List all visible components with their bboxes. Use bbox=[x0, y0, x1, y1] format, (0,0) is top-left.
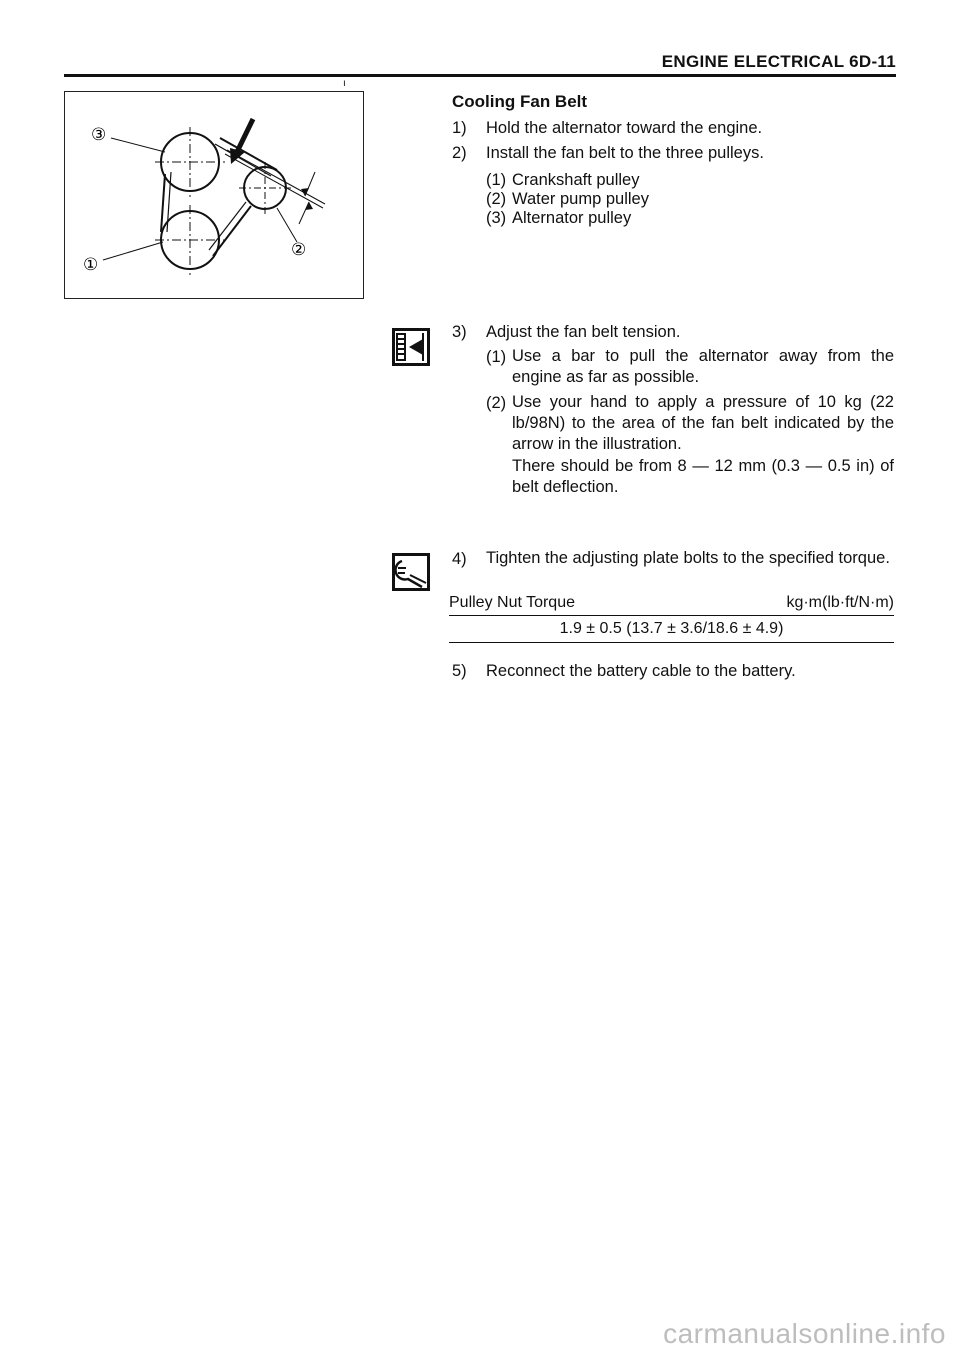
step-2-text: Install the fan belt to the three pulleys. bbox=[486, 144, 764, 162]
press-arrow-shaft bbox=[236, 119, 253, 154]
callout-2: ② bbox=[291, 240, 307, 260]
step-3-sub-1-num: (1) bbox=[486, 348, 507, 366]
pulley-item-1 bbox=[486, 170, 639, 190]
section-title: Cooling Fan Belt bbox=[452, 92, 588, 111]
leader-3 bbox=[111, 138, 165, 152]
deflection-reference-line bbox=[225, 154, 323, 208]
watermark: carmanualsonline.info bbox=[663, 1318, 946, 1349]
spec-rule-top bbox=[449, 615, 894, 616]
adjust-tension-icon bbox=[392, 328, 430, 366]
deflection-reference-line-2 bbox=[227, 150, 325, 204]
spec-value: 1.9 ± 0.5 (13.7 ± 3.6/18.6 ± 4.9) bbox=[559, 620, 784, 637]
step-3-note: There should be from 8 — 12 mm (0.3 — 0.5 in) of belt deflection. bbox=[512, 457, 894, 496]
torque-wrench-icon bbox=[392, 553, 430, 591]
spec-label: Pulley Nut Torque bbox=[449, 594, 575, 611]
header-rule bbox=[64, 74, 896, 77]
belt-top-inner bbox=[215, 144, 271, 176]
step-4-text: Tighten the adjusting plate bolts to the specified torque. bbox=[486, 549, 890, 567]
callout-1: ① bbox=[83, 255, 99, 275]
belt-right-outer bbox=[213, 206, 251, 256]
step-3-num: 3) bbox=[452, 323, 467, 341]
step-1 bbox=[452, 118, 762, 138]
step-1-num: 1) bbox=[452, 119, 467, 137]
step-2-num: 2) bbox=[452, 144, 467, 162]
step-5 bbox=[452, 661, 796, 681]
belt-left-outer bbox=[161, 174, 165, 232]
callout-3: ③ bbox=[91, 125, 107, 145]
deflection-arrowhead-bottom bbox=[305, 202, 313, 210]
fan-belt-diagram bbox=[64, 91, 364, 299]
leader-1 bbox=[103, 242, 163, 260]
step-3-text: Adjust the fan belt tension. bbox=[486, 323, 681, 341]
pulley-item-2-num: (2) bbox=[486, 190, 507, 208]
belt-top-outer bbox=[220, 138, 277, 170]
pulley-item-3-text: Alternator pulley bbox=[512, 209, 632, 227]
pulley-item-1-num: (1) bbox=[486, 171, 507, 189]
pulley-item-2-text: Water pump pulley bbox=[512, 190, 649, 208]
step-5-num: 5) bbox=[452, 662, 467, 680]
step-5-text: Reconnect the battery cable to the battery. bbox=[486, 662, 796, 680]
page-header-title: ENGINE ELECTRICAL 6D-11 bbox=[661, 52, 896, 71]
pulley-item-3 bbox=[486, 208, 631, 228]
pulley-item-2 bbox=[486, 189, 649, 209]
pulley-item-3-num: (3) bbox=[486, 209, 507, 227]
step-3-sub-1-text: Use a bar to pull the alternator away from the engine as far as possible. bbox=[512, 347, 894, 386]
leader-2 bbox=[277, 208, 297, 242]
page-mark: ı bbox=[343, 78, 346, 89]
step-4-num-label: 4) bbox=[452, 550, 467, 568]
pulley-diagram-svg bbox=[65, 92, 365, 300]
step-3-sub-2-text: Use your hand to apply a pressure of 10 kg (22 lb/98N) to the area of the fan belt indicated by the arrow in the illustration. bbox=[512, 393, 894, 453]
step-4-num bbox=[452, 549, 486, 569]
spec-unit: kg·m(lb·ft/N·m) bbox=[786, 594, 894, 611]
step-2 bbox=[452, 143, 764, 163]
step-1-text: Hold the alternator toward the engine. bbox=[486, 119, 763, 137]
pulley-item-1-text: Crankshaft pulley bbox=[512, 171, 640, 189]
step-3 bbox=[452, 322, 680, 342]
step-3-sub-2-num: (2) bbox=[486, 394, 507, 412]
spec-rule-bottom bbox=[449, 642, 894, 643]
